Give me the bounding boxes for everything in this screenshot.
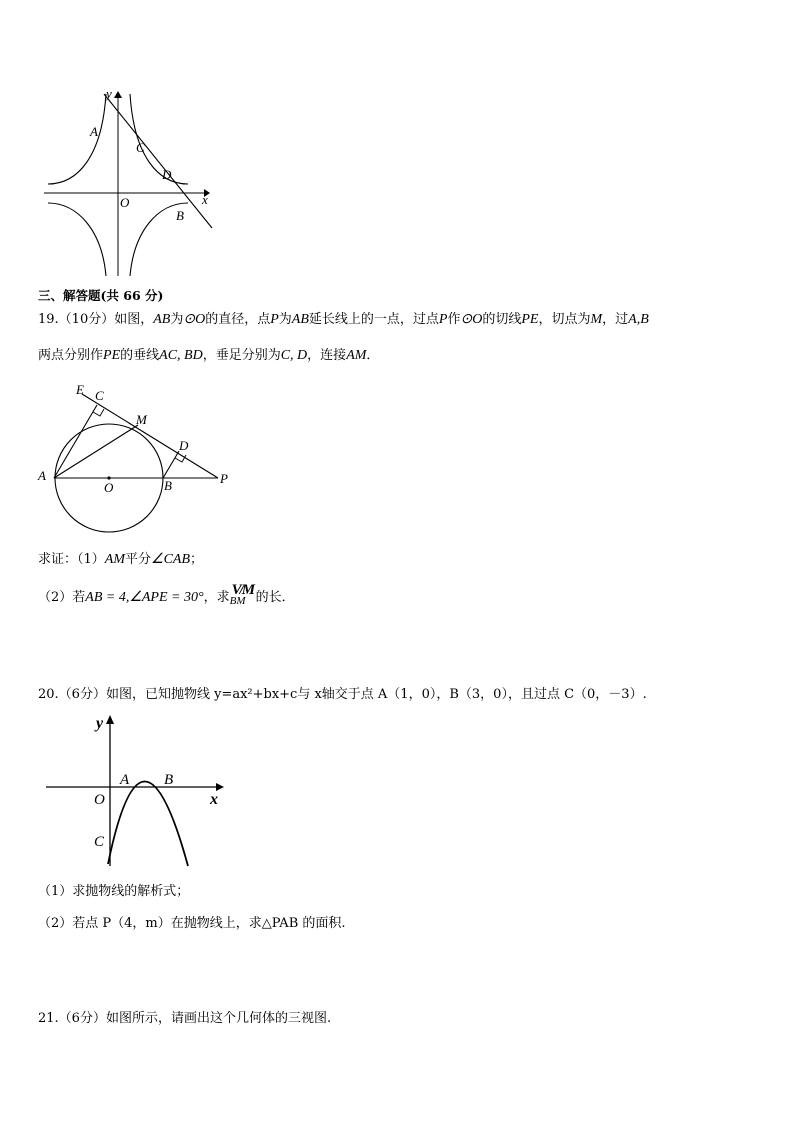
q19-text: 作: [447, 312, 461, 327]
q21-line1: 21.（6分）如图所示，请画出这个几何体的三视图.: [38, 1011, 332, 1026]
label-d: D: [162, 167, 172, 182]
q19-text: 的长．: [255, 590, 295, 605]
fraction-numerator: V/M: [231, 582, 254, 598]
math-angle-cab: ∠CAB: [151, 552, 191, 567]
label-x: x: [202, 192, 208, 207]
label-d: D: [179, 438, 189, 453]
label-c: C: [136, 140, 145, 155]
label-b: B: [176, 208, 184, 223]
q20-part2: （2）若点 P（4，m）在抛物线上，求△PAB 的面积.: [38, 916, 346, 931]
label-c: C: [94, 834, 105, 850]
q19-text: 平分: [125, 552, 152, 567]
math-ab: AB: [153, 312, 171, 327]
q19-text: ，连接: [307, 348, 347, 363]
q19-text: ，过: [602, 312, 629, 327]
label-y: y: [106, 86, 112, 101]
q20-part1: （1）求抛物线的解析式；: [38, 884, 190, 899]
math-m: M: [590, 312, 603, 327]
math-p: P: [438, 312, 448, 327]
math-circle-o: ⊙O: [183, 312, 206, 327]
q19-text: 为: [278, 312, 292, 327]
label-b: B: [164, 772, 174, 788]
label-o: O: [120, 195, 130, 210]
parabola-curve: [108, 781, 188, 866]
math-pe: PE: [103, 348, 121, 363]
q19-proof-2: [38, 582, 295, 607]
math-a-b: A,B: [628, 312, 649, 327]
q19-text: 两点分别作: [38, 348, 104, 363]
label-o: O: [94, 792, 105, 808]
y-axis-arrow: [106, 715, 114, 724]
q19-line1: [38, 311, 649, 329]
math-circle-o: ⊙O: [460, 312, 483, 327]
segment-am: [54, 425, 138, 478]
math-ab: AB: [291, 312, 309, 327]
q19-text: 为: [170, 312, 184, 327]
label-b: B: [164, 478, 172, 493]
q20-line1: 20.（6分）如图，已知抛物线 y=ax²+bx+c与 x轴交于点 A（1，0），B（3，0），且过点 C（0，－3）.: [38, 687, 647, 702]
x-axis-arrow: [216, 783, 224, 791]
q19-proof-1: [38, 551, 203, 569]
hyperbola-branch-q3: [48, 203, 106, 276]
q19-text: ．: [366, 348, 380, 363]
q19-text: 的垂线: [120, 348, 160, 363]
q19-text: ，切点为: [538, 312, 591, 327]
parabola-figure: [40, 712, 230, 868]
math-condition: AB = 4,∠APE = 30°: [85, 590, 204, 605]
q19-text: 19.（10分）如图，: [38, 312, 154, 327]
math-pe: PE: [521, 312, 539, 327]
label-x: x: [210, 791, 218, 808]
label-m: M: [136, 412, 147, 427]
circle-tangent-figure: [34, 378, 238, 534]
hyperbola-branch-q2: [48, 94, 106, 184]
label-a: A: [120, 772, 130, 788]
math-ac-bd: AC, BD: [159, 348, 203, 363]
q19-text: ；: [190, 552, 204, 567]
q19-text: （2）若: [38, 590, 86, 605]
tangent-pe: [82, 394, 218, 478]
label-c: C: [95, 388, 104, 403]
q19-text: ，垂足分别为: [202, 348, 281, 363]
q19-text: ，求: [203, 590, 230, 605]
segment-ac: [54, 405, 97, 478]
section-heading: 三、解答题(共 66 分): [38, 288, 164, 303]
math-c-d: C, D: [280, 348, 308, 363]
q19-text: 求证：（1）: [38, 552, 105, 567]
right-angle-d: [175, 455, 186, 462]
math-am: AM: [346, 348, 367, 363]
q19-line2: [38, 347, 379, 365]
label-o: O: [104, 480, 114, 495]
label-p: P: [220, 471, 228, 486]
q19-text: 的直径，点: [205, 312, 271, 327]
fraction-denominator: BM: [229, 595, 246, 607]
q19-text: 延长线上的一点，过点: [308, 312, 439, 327]
label-e: E: [76, 382, 84, 397]
label-y: y: [96, 715, 104, 732]
y-axis-arrow: [114, 91, 122, 98]
math-arc-fraction: [229, 582, 256, 607]
hyperbola-branch-q1: [130, 94, 188, 184]
math-am: AM: [104, 552, 125, 567]
q19-text: 的切线: [482, 312, 522, 327]
segment-bd: [163, 451, 179, 478]
math-p: P: [270, 312, 279, 327]
label-a: A: [38, 468, 46, 483]
label-a: A: [90, 124, 98, 139]
hyperbola-figure: [38, 86, 218, 278]
